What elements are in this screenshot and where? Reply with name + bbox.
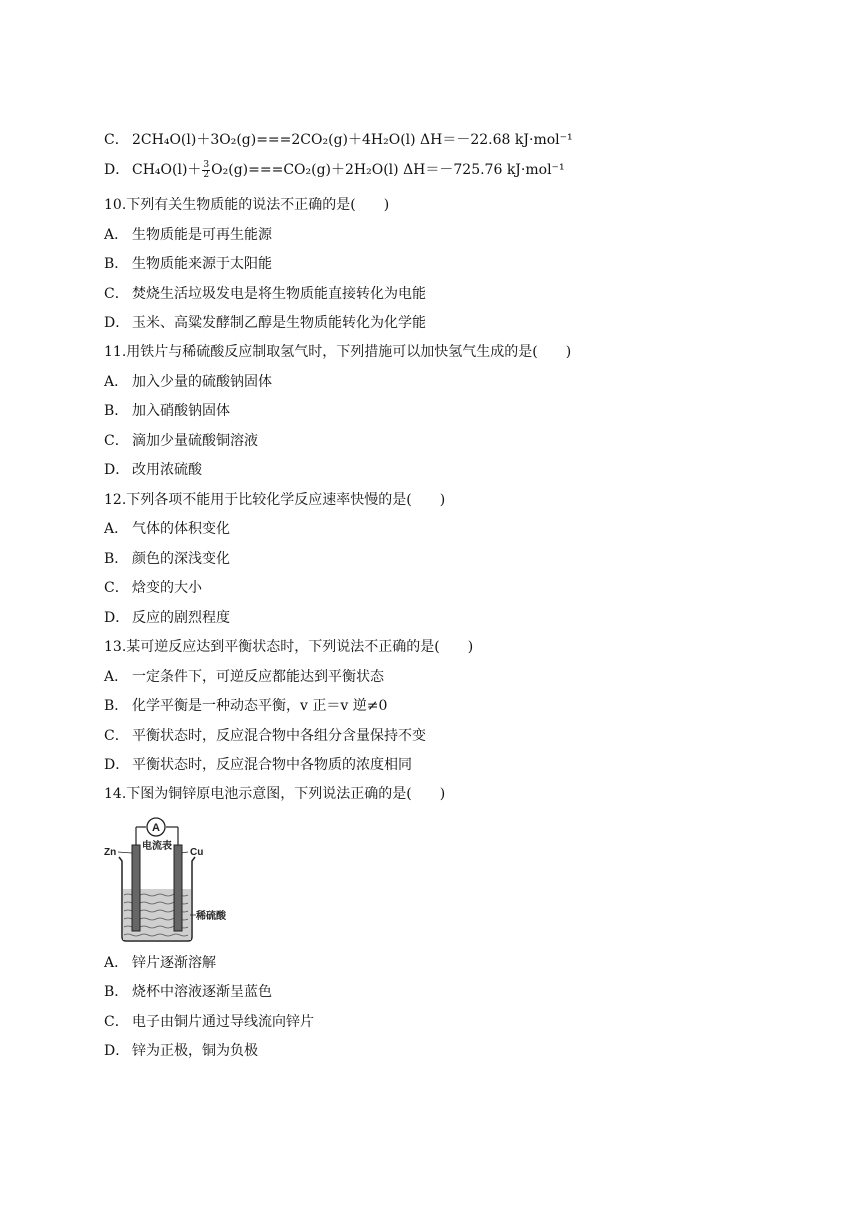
- option-letter: B．: [104, 984, 129, 1000]
- option-letter: C．: [104, 433, 129, 449]
- question-stem: 11.用铁片与稀硫酸反应制取氢气时，下列措施可以加快氢气生成的是( ): [104, 344, 572, 360]
- option-letter: C．: [104, 1014, 129, 1030]
- option-text-before: CH₄O(l)＋: [132, 162, 202, 178]
- option-b: [104, 549, 230, 569]
- fraction-denominator: 2: [203, 169, 210, 180]
- option-text: 烧杯中溶液逐渐呈蓝色: [132, 984, 272, 1000]
- option-text: 玉米、高粱发酵制乙醇是生物质能转化为化学能: [132, 315, 426, 331]
- option-letter: A．: [104, 955, 129, 971]
- option-text-after: O₂(g)===CO₂(g)＋2H₂O(l) ΔH＝－725.76 kJ·mol⁻¹: [211, 162, 565, 178]
- option-letter: B．: [104, 403, 129, 419]
- option-text: 气体的体积变化: [132, 521, 230, 537]
- option-text: 锌为正极，铜为负极: [132, 1043, 258, 1059]
- ammeter-symbol: A: [152, 822, 160, 834]
- option-letter: D．: [104, 162, 130, 178]
- fraction: [202, 161, 210, 180]
- option-c: [104, 726, 426, 746]
- fraction-numerator: 3: [203, 159, 210, 170]
- option-text: 滴加少量硫酸铜溶液: [132, 433, 258, 449]
- solution-label: 稀硫酸: [196, 911, 226, 922]
- option-text: 平衡状态时，反应混合物中各组分含量保持不变: [132, 728, 426, 744]
- option-letter: D．: [104, 462, 130, 478]
- option-c: [104, 578, 202, 598]
- option-text: 平衡状态时，反应混合物中各物质的浓度相同: [132, 757, 412, 773]
- option-letter: B．: [104, 698, 129, 714]
- option-letter: B．: [104, 256, 129, 272]
- option-letter: C．: [104, 728, 129, 744]
- question-stem: 12.下列各项不能用于比较化学反应速率快慢的是( ): [104, 492, 446, 508]
- option-text: 锌片逐渐溶解: [132, 955, 216, 971]
- zn-label: Zn: [104, 847, 117, 858]
- q9-option-c: [104, 130, 573, 150]
- option-b: [104, 696, 387, 716]
- option-text: 焓变的大小: [132, 580, 202, 596]
- option-text: 生物质能是可再生能源: [132, 227, 272, 243]
- option-b: [104, 982, 272, 1002]
- q9-option-d: [104, 160, 565, 180]
- option-c: [104, 431, 258, 451]
- option-text: 一定条件下，可逆反应都能达到平衡状态: [132, 669, 384, 685]
- option-text: 反应的剧烈程度: [132, 610, 230, 626]
- option-letter: C．: [104, 580, 129, 596]
- cu-label: Cu: [190, 847, 204, 858]
- question-stem: 13.某可逆反应达到平衡状态时，下列说法不正确的是( ): [104, 639, 474, 655]
- copper-electrode: [174, 845, 182, 931]
- option-letter: D．: [104, 610, 130, 626]
- option-a: [104, 225, 272, 245]
- option-c: [104, 1012, 314, 1032]
- option-d: [104, 1041, 258, 1061]
- option-d: [104, 313, 426, 333]
- option-letter: D．: [104, 315, 130, 331]
- option-text: 生物质能来源于太阳能: [132, 256, 272, 272]
- option-b: [104, 401, 230, 421]
- option-text: 加入少量的硫酸钠固体: [132, 374, 272, 390]
- option-text: 2CH₄O(l)＋3O₂(g)===2CO₂(g)＋4H₂O(l) ΔH＝－22.68 kJ·mol⁻¹: [132, 132, 573, 148]
- option-text: 焚烧生活垃圾发电是将生物质能直接转化为电能: [132, 286, 426, 302]
- option-letter: C．: [104, 132, 129, 148]
- option-letter: C．: [104, 286, 129, 302]
- option-d: [104, 460, 202, 480]
- option-letter: A．: [104, 227, 129, 243]
- option-text: 化学平衡是一种动态平衡，v 正＝v 逆≠0: [132, 698, 388, 714]
- question-stem: 10.下列有关生物质能的说法不正确的是( ): [104, 197, 390, 213]
- zinc-electrode: [132, 845, 140, 931]
- option-letter: B．: [104, 551, 129, 567]
- option-d: [104, 608, 230, 628]
- option-a: [104, 953, 216, 973]
- option-d: [104, 755, 412, 775]
- galvanic-cell-figure: [104, 815, 234, 945]
- option-letter: D．: [104, 1043, 130, 1059]
- zn-pointer: [118, 852, 132, 853]
- option-letter: D．: [104, 757, 130, 773]
- option-text: 颜色的深浅变化: [132, 551, 230, 567]
- option-a: [104, 372, 272, 392]
- galvanic-cell-diagram: [104, 815, 234, 945]
- option-b: [104, 254, 272, 274]
- option-letter: A．: [104, 669, 129, 685]
- option-a: [104, 667, 384, 687]
- option-text: 电子由铜片通过导线流向锌片: [132, 1014, 314, 1030]
- option-letter: A．: [104, 521, 129, 537]
- option-letter: A．: [104, 374, 129, 390]
- option-a: [104, 519, 230, 539]
- meter-label: 电流表: [142, 841, 172, 852]
- option-c: [104, 284, 426, 304]
- option-text: 加入硝酸钠固体: [132, 403, 230, 419]
- option-text: 改用浓硫酸: [132, 462, 202, 478]
- question-stem: 14.下图为铜锌原电池示意图，下列说法正确的是( ): [104, 786, 446, 802]
